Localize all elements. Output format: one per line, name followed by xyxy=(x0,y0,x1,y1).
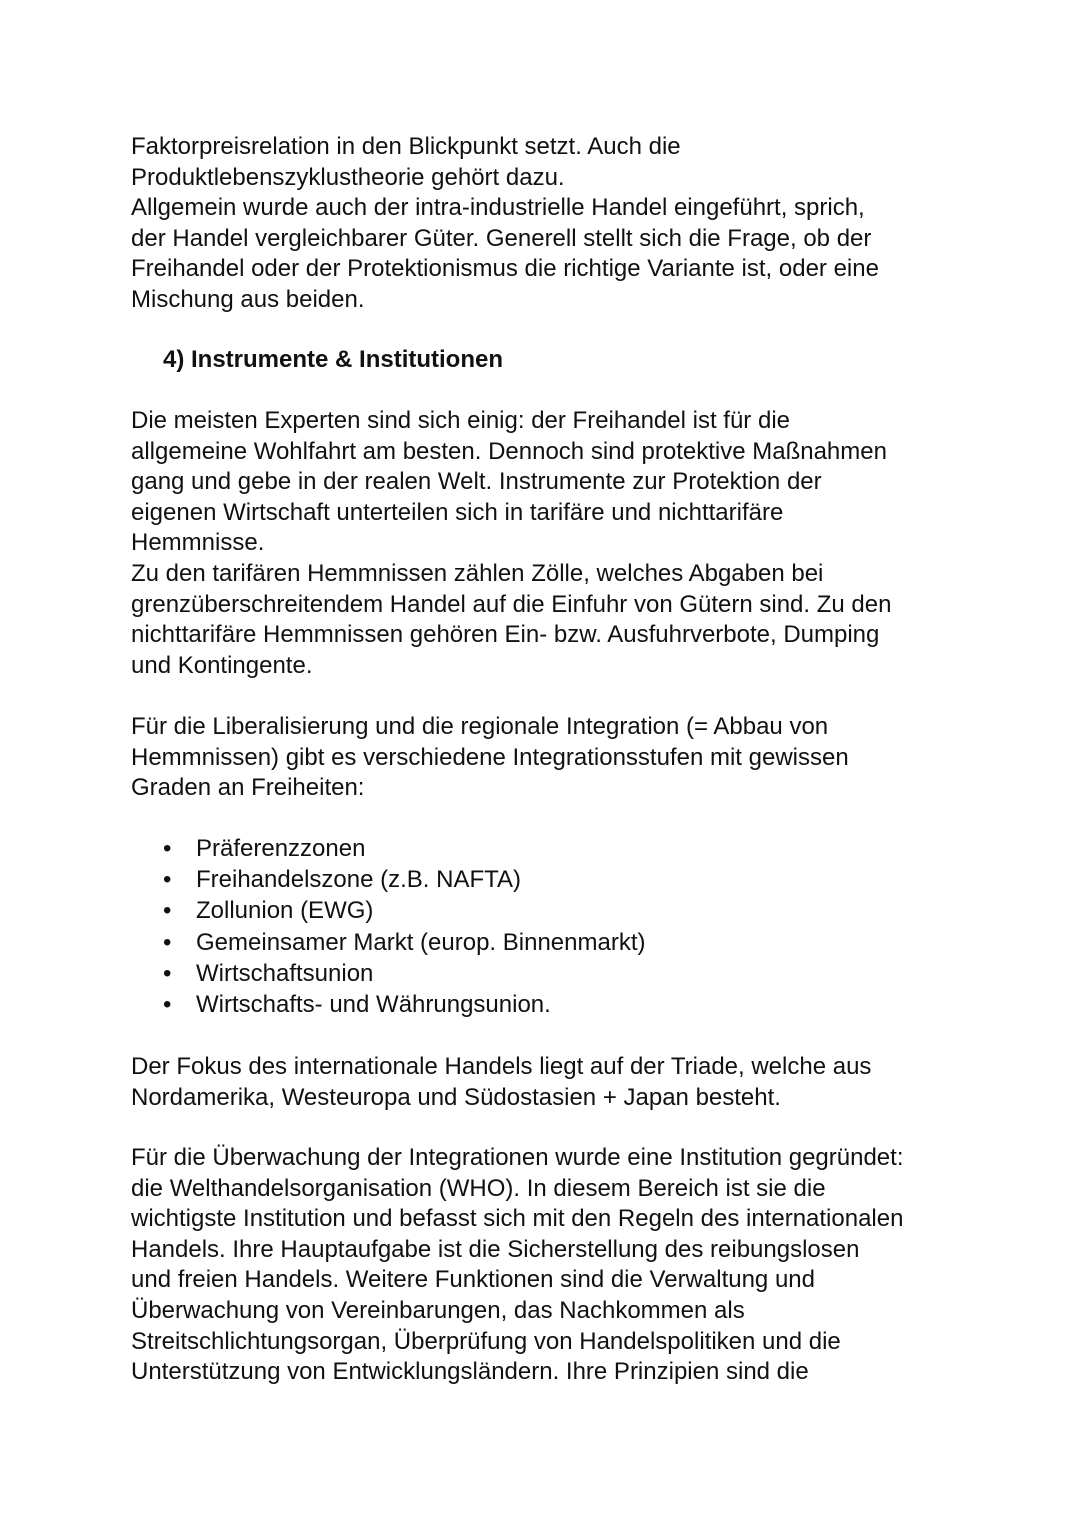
list-item-text: Präferenzzonen xyxy=(196,835,366,862)
list-item-text: Wirtschafts- und Währungsunion. xyxy=(196,990,551,1018)
text-line: Graden an Freiheiten: xyxy=(131,774,365,802)
text-line: Die meisten Experten sind sich einig: der Freihandel ist für die xyxy=(131,407,790,434)
text-line: Für die Liberalisierung und die regionale Integration (= Abbau von xyxy=(131,713,829,740)
list-item-text: Gemeinsamer Markt (europ. Binnenmarkt) xyxy=(196,928,646,956)
bullet-icon: • xyxy=(163,990,172,1018)
list-item xyxy=(163,864,645,895)
text-line: Mischung aus beiden. xyxy=(131,285,365,313)
list-item xyxy=(163,833,645,864)
text-line: Unterstützung von Entwicklungsländern. Ihre Prinzipien sind die xyxy=(131,1358,809,1386)
bullet-icon: • xyxy=(163,897,172,925)
bullet-icon: • xyxy=(163,866,172,894)
text-line: der Handel vergleichbarer Güter. Generell stellt sich die Frage, ob der xyxy=(131,224,872,252)
text-line: Hemmnisse. xyxy=(131,529,265,557)
list-item xyxy=(163,958,645,989)
list-item-text: Wirtschaftsunion xyxy=(196,959,374,987)
text-line: allgemeine Wohlfahrt am besten. Dennoch sind protektive Maßnahmen xyxy=(131,437,887,465)
bullet-icon: • xyxy=(163,835,172,862)
text-line: und Kontingente. xyxy=(131,651,313,679)
list-item xyxy=(163,895,645,926)
intro-paragraph xyxy=(131,132,961,316)
text-line: Überwachung von Vereinbarungen, das Nachkommen als xyxy=(131,1296,745,1324)
text-line: Allgemein wurde auch der intra-industrielle Handel eingeführt, sprich, xyxy=(131,194,865,222)
list-item xyxy=(163,989,645,1020)
integration-levels-list xyxy=(163,833,645,1020)
bullet-icon: • xyxy=(163,959,172,987)
text-line: grenzüberschreitendem Handel auf die Einfuhr von Gütern sind. Zu den xyxy=(131,590,892,618)
text-line: und freien Handels. Weitere Funktionen sind die Verwaltung und xyxy=(131,1266,815,1294)
text-line: die Welthandelsorganisation (WHO). In diesem Bereich ist sie die xyxy=(131,1174,826,1202)
list-item-text: Freihandelszone (z.B. NAFTA) xyxy=(196,866,521,894)
text-line: Produktlebenszyklustheorie gehört dazu. xyxy=(131,163,565,191)
triade-paragraph xyxy=(131,1052,961,1113)
text-line: gang und gebe in der realen Welt. Instrumente zur Protektion der xyxy=(131,468,822,496)
text-line: Hemmnissen) gibt es verschiedene Integrationsstufen mit gewissen xyxy=(131,743,849,771)
text-line: Nordamerika, Westeuropa und Südostasien + Japan besteht. xyxy=(131,1083,781,1111)
text-line: Der Fokus des internationale Handels liegt auf der Triade, welche aus xyxy=(131,1053,872,1080)
bullet-icon: • xyxy=(163,928,172,956)
text-line: wichtigste Institution und befasst sich mit den Regeln des internationalen xyxy=(131,1205,904,1233)
text-line: Handels. Ihre Hauptaufgabe ist die Sicherstellung des reibungslosen xyxy=(131,1235,860,1263)
list-item-text: Zollunion (EWG) xyxy=(196,897,374,925)
list-item xyxy=(163,927,645,958)
text-line: nichttarifäre Hemmnissen gehören Ein- bzw. Ausfuhrverbote, Dumping xyxy=(131,621,880,649)
section-heading: 4) Instrumente & Institutionen xyxy=(163,346,504,373)
text-line: Zu den tarifären Hemmnissen zählen Zölle, welches Abgaben bei xyxy=(131,559,824,587)
text-line: Streitschlichtungsorgan, Überprüfung von Handelspolitiken und die xyxy=(131,1327,841,1355)
protection-paragraph xyxy=(131,406,961,681)
wto-paragraph xyxy=(131,1143,961,1388)
text-line: Für die Überwachung der Integrationen wurde eine Institution gegründet: xyxy=(131,1144,904,1171)
text-line: Faktorpreisrelation in den Blickpunkt setzt. Auch die xyxy=(131,133,681,160)
text-line: eigenen Wirtschaft unterteilen sich in tarifäre und nichttarifäre xyxy=(131,498,784,526)
text-line: Freihandel oder der Protektionismus die richtige Variante ist, oder eine xyxy=(131,255,879,283)
integration-paragraph xyxy=(131,712,961,804)
